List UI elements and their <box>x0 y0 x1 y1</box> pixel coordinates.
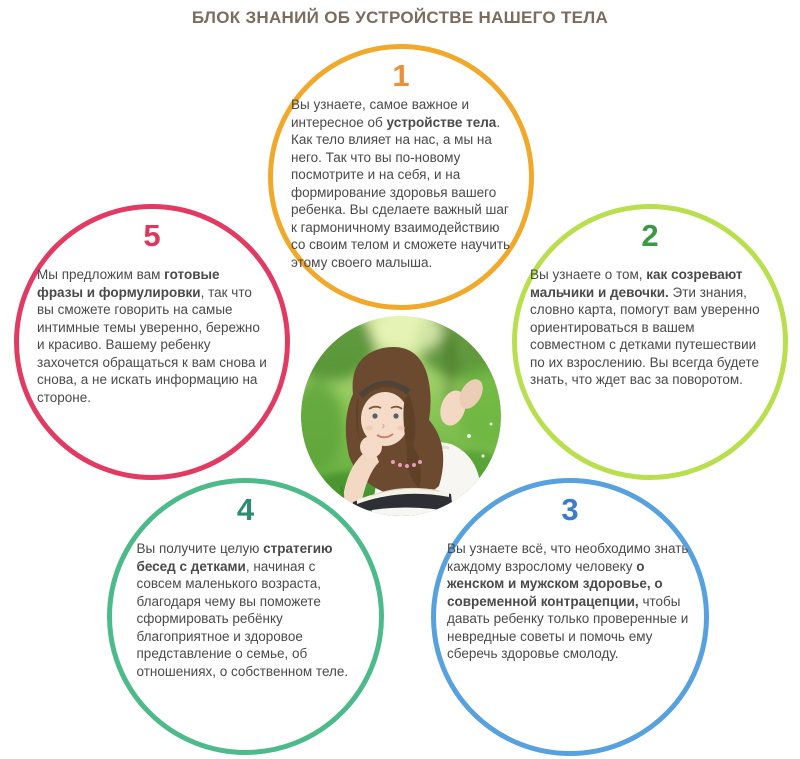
circle-text-3: Вы узнаете всё, что необходимо знать каждому взрослому человеку о женском и мужском здоровье, о современной контрацепции, чтобы давать ребенку только проверенные и невредные советы и помочь ему сберечь здоровье смолоду. <box>447 541 689 662</box>
circle-item-3 <box>431 478 709 756</box>
circle-number-2: 2 <box>641 218 659 253</box>
circle-text-5: Мы предложим вам готовые фразы и формулировки, так что вы сможете говорить на самые интимные темы уверенно, бережно и красиво. Вашему ребенку захочется обращаться к вам снова и снова, а не искать информацию на стороне. <box>37 267 267 405</box>
circle-item-1 <box>268 44 534 310</box>
circle-item-4 <box>107 478 384 755</box>
circle-text-1: Вы узнаете, самое важное и интересное об устройстве тела. Как тело влияет на нас, а мы на него. Так что вы по-новому посмотрите и на себя, и на формирование здоровья вашего ребенка. Вы сделаете важный шаг к гармоничному взаимодействию со своим телом и сможете научить этому своего малыша. <box>291 97 511 270</box>
circle-item-2 <box>512 204 788 480</box>
girl-reading-illustration <box>301 316 501 516</box>
circle-number-5: 5 <box>143 218 161 253</box>
center-photo-girl-reading <box>301 316 501 516</box>
circle-number-1: 1 <box>392 58 410 93</box>
circle-number-4: 4 <box>236 492 255 527</box>
circle-text-2: Вы узнаете о том, как созревают мальчики и девочки. Эти знания, словно карта, помогут вам уверенно ориентироваться в вашем совместном с детками путешествии по их взрослению. Вы всегда будете знать, что ждет вас за поворотом. <box>530 267 760 388</box>
circle-item-5 <box>14 204 290 480</box>
circle-text-4: Вы получите целую стратегию бесед с детками, начиная с совсем маленького возраста, благодаря чему вы поможете сформировать ребёнку благоприятное и здоровое представление о семье, об отношениях, о собственном теле. <box>136 541 349 679</box>
circle-number-3: 3 <box>561 492 579 527</box>
page-title: БЛОК ЗНАНИЙ ОБ УСТРОЙСТВЕ НАШЕГО ТЕЛА <box>191 8 609 27</box>
